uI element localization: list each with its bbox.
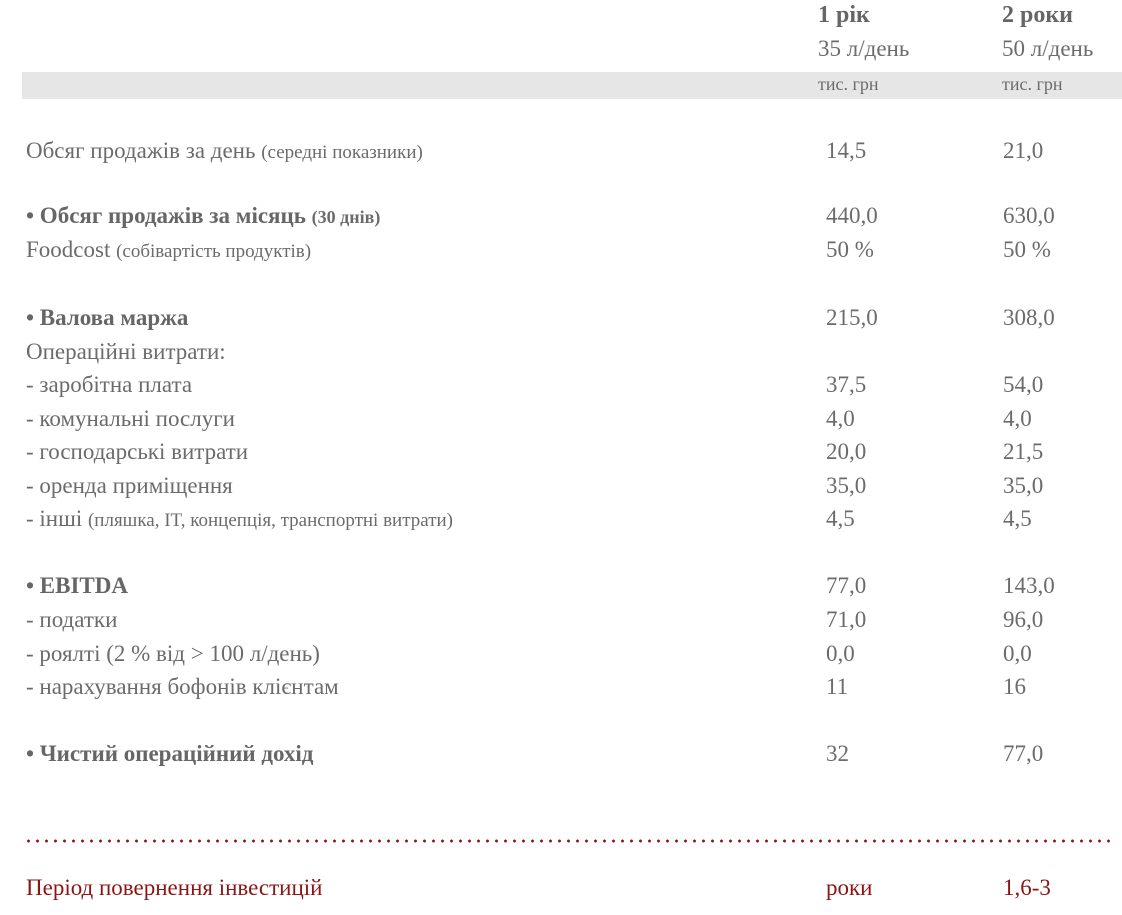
row-operating-expenses — [0, 336, 1122, 368]
row-client-bonuses — [0, 671, 1122, 703]
dotted-separator — [24, 838, 1116, 844]
unit-year2: тис. грн — [1002, 74, 1063, 94]
row-label: - роялті (2 % від > 100 л/день) — [26, 641, 320, 666]
row-ebitda — [0, 570, 1122, 602]
value-year1: 215,0 — [826, 305, 878, 330]
value-year2: 21,0 — [1003, 138, 1044, 163]
row-label: Обсяг продажів за день — [26, 138, 256, 163]
payback-value: 1,6-3 — [1003, 875, 1051, 900]
value-year1: 4,0 — [826, 406, 855, 431]
row-foodcost — [0, 234, 1122, 266]
value-year2: 50 % — [1003, 237, 1051, 262]
row-net-operating-income — [0, 738, 1122, 770]
row-note: (собівартість продуктів) — [116, 241, 312, 262]
row-label: - нарахування бофонів клієнтам — [26, 674, 339, 699]
value-year2: 4,0 — [1003, 406, 1032, 431]
row-utilities — [0, 403, 1122, 435]
column-header-year1: 1 рік — [818, 2, 870, 28]
row-label: - оренда приміщення — [26, 473, 233, 498]
row-label: - заробітна плата — [26, 372, 193, 397]
row-salary — [0, 369, 1122, 401]
value-year2: 21,5 — [1003, 439, 1044, 464]
row-note: (середні показники) — [261, 142, 423, 163]
row-royalty — [0, 638, 1122, 670]
row-label: Foodcost — [26, 237, 111, 262]
value-year1: 11 — [826, 674, 849, 699]
value-year2: 630,0 — [1003, 203, 1055, 228]
payback-label: Період повернення інвестицій — [26, 875, 323, 900]
unit-year1: тис. грн — [818, 74, 879, 94]
value-year2: 77,0 — [1003, 741, 1044, 766]
row-household-expenses — [0, 436, 1122, 468]
row-label: • Обсяг продажів за місяць — [26, 203, 306, 228]
value-year2: 0,0 — [1003, 641, 1032, 666]
value-year1: 20,0 — [826, 439, 867, 464]
row-note: (30 днів) — [311, 207, 381, 227]
value-year1: 0,0 — [826, 641, 855, 666]
value-year1: 35,0 — [826, 473, 867, 498]
row-rent — [0, 470, 1122, 502]
row-note: (пляшка, IT, концепція, транспортні витрати) — [87, 510, 454, 531]
value-year1: 77,0 — [826, 573, 867, 598]
column-sub-year2: 50 л/день — [1002, 36, 1094, 61]
row-label: • Чистий операційний дохід — [26, 741, 314, 766]
row-daily-sales — [0, 135, 1122, 167]
value-year2: 143,0 — [1003, 573, 1055, 598]
value-year2: 308,0 — [1003, 305, 1055, 330]
row-label: • Валова маржа — [26, 305, 189, 330]
row-label: Операційні витрати: — [26, 339, 226, 364]
payback-unit: роки — [826, 875, 873, 900]
value-year1: 4,5 — [826, 506, 855, 531]
value-year2: 4,5 — [1003, 506, 1032, 531]
value-year1: 32 — [826, 741, 849, 766]
row-label: - комунальні послуги — [26, 406, 235, 431]
row-taxes — [0, 604, 1122, 636]
value-year2: 16 — [1003, 674, 1026, 699]
value-year1: 71,0 — [826, 607, 867, 632]
value-year1: 50 % — [826, 237, 874, 262]
column-sub-year1: 35 л/день — [818, 36, 910, 61]
row-label: • EBITDA — [26, 573, 128, 598]
value-year2: 96,0 — [1003, 607, 1044, 632]
column-header-year2: 2 роки — [1002, 2, 1074, 28]
value-year2: 35,0 — [1003, 473, 1044, 498]
header-band — [22, 72, 1122, 99]
value-year2: 54,0 — [1003, 372, 1044, 397]
row-other-expenses — [0, 503, 1122, 535]
row-gross-margin — [0, 302, 1122, 334]
value-year1: 37,5 — [826, 372, 867, 397]
row-monthly-sales — [0, 200, 1122, 232]
row-label: - податки — [26, 607, 118, 632]
row-label: - інші — [26, 506, 83, 531]
value-year1: 14,5 — [826, 138, 867, 163]
row-label: - господарські витрати — [26, 439, 249, 464]
value-year1: 440,0 — [826, 203, 878, 228]
